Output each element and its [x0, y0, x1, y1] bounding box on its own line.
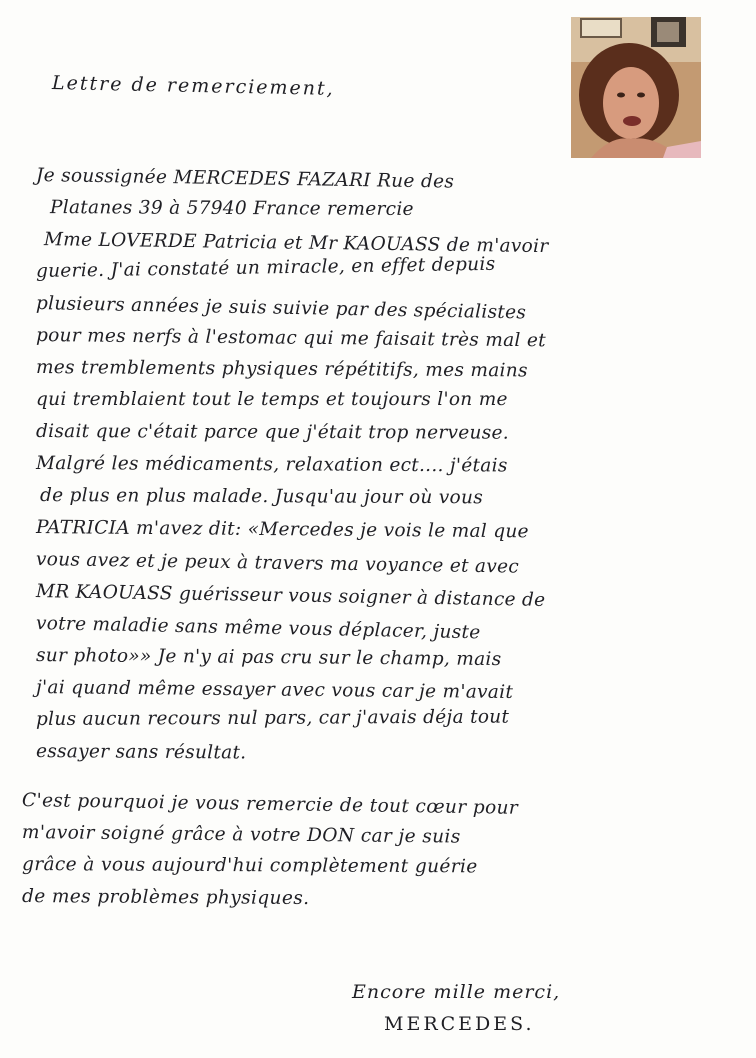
body-line: votre maladie sans même vous déplacer, juste — [35, 613, 481, 644]
body-line: qui tremblaient tout le temps et toujours l'on me — [36, 389, 508, 410]
body-line: disait que c'était parce que j'était trop nerveuse. — [35, 421, 509, 444]
closing-line: grâce à vous aujourd'hui complètement guérie — [21, 854, 478, 878]
letter-thanks-paragraph — [22, 784, 742, 912]
body-line: Mme LOVERDE Patricia et Mr KAOUASS de m'avoir — [43, 229, 549, 258]
letter-body — [36, 160, 741, 768]
body-line: plus aucun recours nul pars, car j'avais déja tout — [35, 706, 510, 730]
closing-line: C'est pourquoi je vous remercie de tout cœur pour — [21, 790, 519, 819]
body-line: mes tremblements physiques répétitifs, mes mains — [35, 357, 528, 382]
body-line: Je soussignée MERCEDES FAZARI Rue des — [35, 165, 455, 193]
portrait-photo — [571, 17, 701, 158]
body-line: Platanes 39 à 57940 France remercie — [49, 197, 414, 220]
body-line: j'ai quand même essayer avec vous car je m'avait — [35, 677, 514, 703]
letter-closing — [352, 976, 560, 1041]
letter-title: Lettre de remerciement, — [51, 72, 335, 100]
closing-line: m'avoir soigné grâce à votre DON car je suis — [21, 822, 461, 848]
body-line: pour mes nerfs à l'estomac qui me faisait très mal et — [35, 325, 546, 352]
body-line: Malgré les médicaments, relaxation ect.... j'étais — [35, 453, 508, 477]
body-line: sur photo»» Je n'y ai pas cru sur le champ, mais — [35, 645, 502, 671]
body-line: essayer sans résultat. — [35, 741, 247, 764]
signature: MERCEDES. — [384, 1013, 535, 1035]
body-line: guerie. J'ai constaté un miracle, en effet depuis — [35, 253, 496, 282]
body-line: de plus en plus malade. Jusqu'au jour où vous — [39, 485, 484, 509]
body-line: MR KAOUASS guérisseur vous soigner à distance de — [35, 581, 546, 611]
closing-line: de mes problèmes physiques. — [21, 886, 310, 910]
body-line: vous avez et je peux à travers ma voyance et avec — [35, 549, 520, 578]
body-line: plusieurs années je suis suivie par des spécialistes — [35, 293, 527, 324]
body-line: PATRICIA m'avez dit: «Mercedes je vois le mal que — [35, 517, 529, 543]
signoff-text: Encore mille merci, — [352, 981, 561, 1003]
